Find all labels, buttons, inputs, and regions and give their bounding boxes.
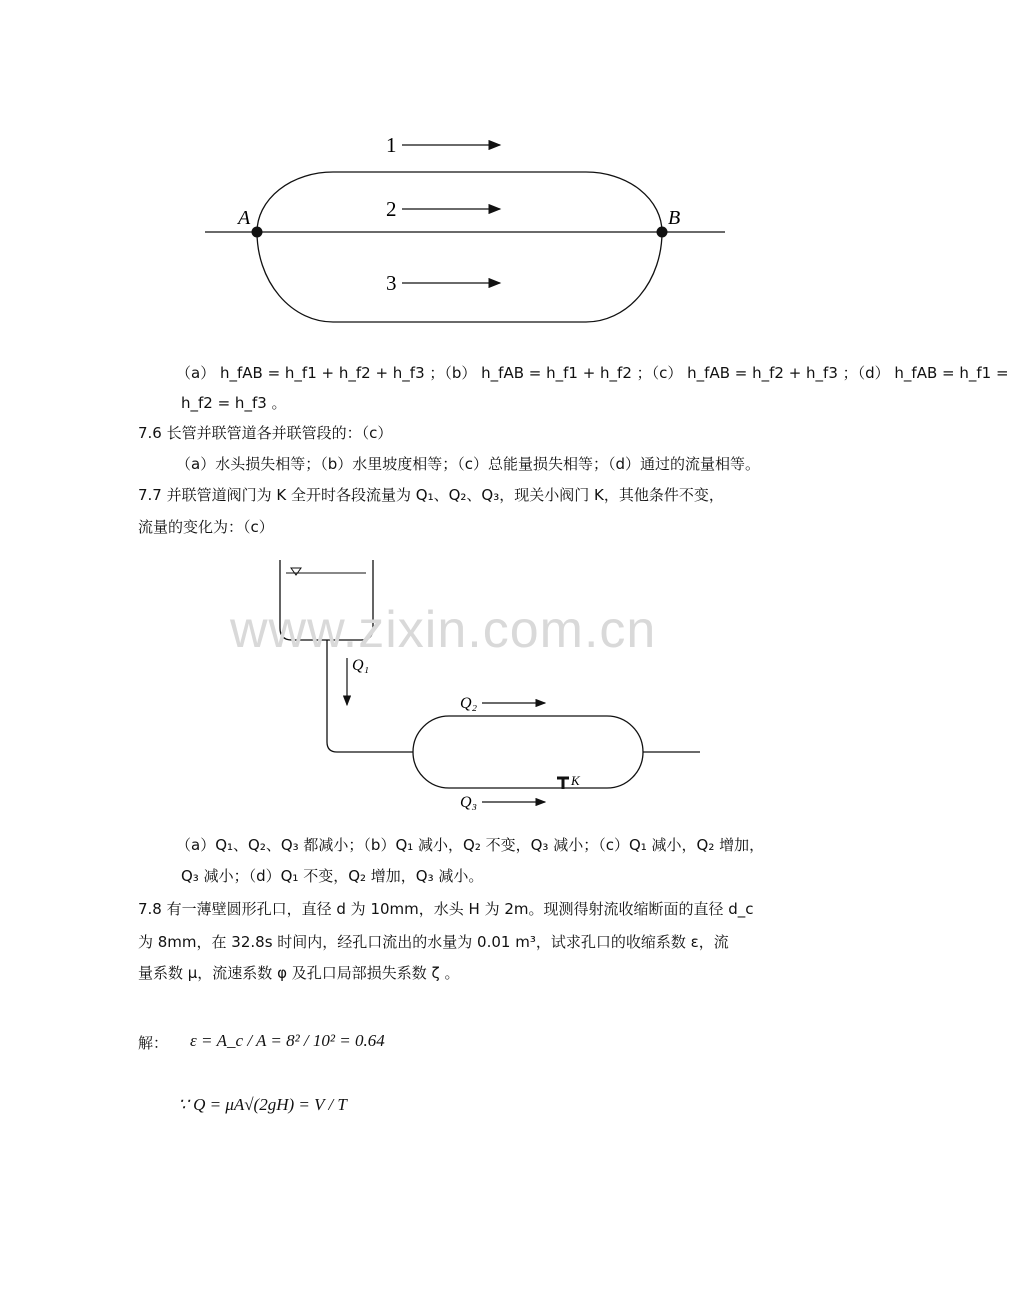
equation-discharge: ∵ Q = μA√(2gH) = V / T — [178, 1095, 347, 1114]
solution-label: 解： — [138, 1034, 169, 1052]
watermark: www.zixin.com.cn — [230, 601, 657, 659]
q77-question-line-2: 流量的变化为：（c） — [138, 518, 274, 536]
node-a-label: A — [238, 207, 251, 229]
pipe-1-label: 1 — [386, 133, 397, 157]
q75-options-line-1: （a） h_fAB = h_f1 + h_f2 + h_f3 ；（b） h_fAB = h_f1 + h_f2 ；（c） h_fAB = h_f2 + h_f3 ；（d） h_fAB = h_f1 = — [176, 364, 1009, 382]
q77-question-line-1: 7.7 并联管道阀门为 K 全开时各段流量为 Q₁、Q₂、Q₃，现关小阀门 K，其他条件不变， — [138, 486, 724, 504]
q1-label: Q₁ — [352, 657, 370, 674]
valve-k-label: K — [571, 773, 580, 788]
pipe-2-label: 2 — [386, 197, 397, 221]
q3-label: Q₃ — [460, 794, 478, 811]
q78-question-line-3: 量系数 μ，流速系数 φ 及孔口局部损失系数 ζ 。 — [138, 964, 460, 982]
node-b-label: B — [668, 207, 681, 229]
q2-label: Q₂ — [460, 695, 478, 712]
q76-options: （a）水头损失相等；（b）水里坡度相等；（c）总能量损失相等；（d）通过的流量相等。 — [176, 455, 760, 473]
water-level-icon — [291, 568, 301, 575]
q76-question: 7.6 长管并联管道各并联管段的：（c） — [138, 424, 393, 442]
q78-question-line-1: 7.8 有一薄壁圆形孔口，直径 d 为 10mm，水头 H 为 2m。现测得射流收缩断面的直径 d_c — [138, 900, 754, 918]
q77-options-line-1: （a）Q₁、Q₂、Q₃ 都减小；（b）Q₁ 减小，Q₂ 不变，Q₃ 减小；（c）Q₁ 减小，Q₂ 增加， — [176, 836, 765, 854]
q77-options-line-2: Q₃ 减小；（d）Q₁ 不变，Q₂ 增加，Q₃ 减小。 — [181, 867, 484, 885]
q75-options-line-2: h_f2 = h_f3 。 — [181, 394, 287, 412]
pipe-3-label: 3 — [386, 271, 397, 295]
equation-contraction: ε = A_c / A = 8² / 10² = 0.64 — [190, 1031, 385, 1050]
parallel-loop — [413, 716, 643, 788]
q78-question-line-2: 为 8mm，在 32.8s 时间内，经孔口流出的水量为 0.01 m³，试求孔口的收缩系数 ε，流 — [138, 933, 729, 951]
